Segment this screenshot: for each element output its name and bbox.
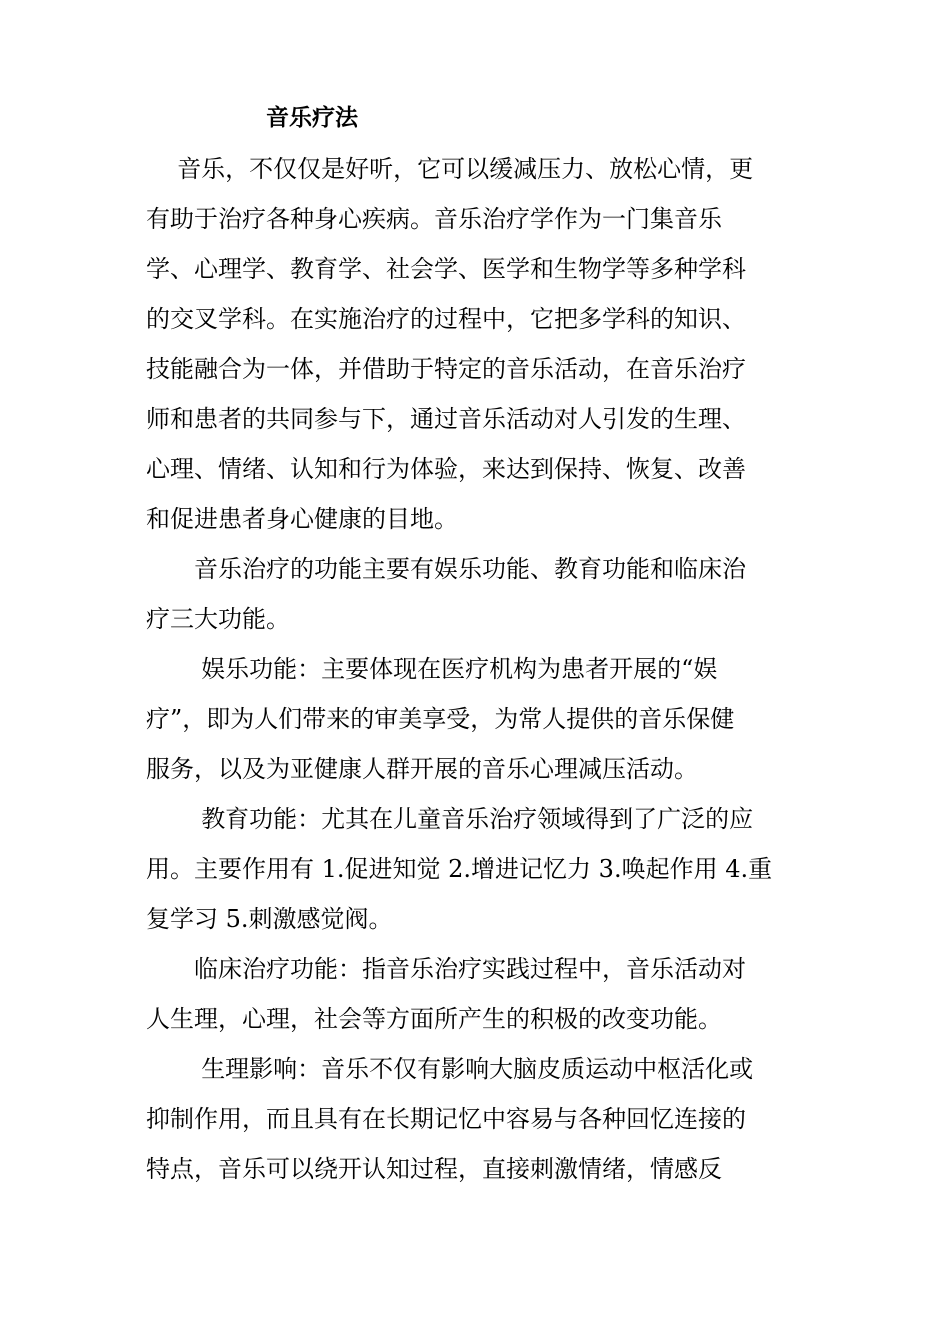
text-line: 疗”，即为人们带来的审美享受，为常人提供的音乐保健 (146, 705, 735, 733)
paragraph (146, 944, 796, 1044)
text-line: 人生理，心理，社会等方面所产生的积极的改变功能。 (146, 1005, 722, 1033)
paragraph (146, 794, 796, 944)
text-line: 音乐，不仅仅是好听，它可以缓减压力、放松心情，更 (177, 155, 754, 183)
text-line: 特点，音乐可以绕开认知过程，直接刺激情绪，情感反 (146, 1155, 722, 1183)
text-line: 疗三大功能。 (146, 605, 290, 633)
document-title: 音乐疗法 (266, 104, 358, 131)
paragraph (146, 644, 796, 794)
paragraph (146, 1044, 796, 1194)
text-line: 抑制作用，而且具有在长期记忆中容易与各种回忆连接的 (146, 1105, 746, 1133)
text-line: 音乐治疗的功能主要有娱乐功能、教育功能和临床治 (194, 555, 746, 583)
text-line: 生理影响：音乐不仅有影响大脑皮质运动中枢活化或 (201, 1055, 754, 1083)
paragraph (146, 144, 796, 544)
text-line: 的交叉学科。在实施治疗的过程中，它把多学科的知识、 (146, 305, 746, 333)
text-line: 教育功能：尤其在儿童音乐治疗领域得到了广泛的应 (201, 805, 754, 833)
document-body (146, 144, 796, 1194)
text-line: 用。主要作用有 1.促进知觉 2.增进记忆力 3.唤起作用 4.重 (146, 855, 773, 883)
text-line: 娱乐功能：主要体现在医疗机构为患者开展的“娱 (201, 655, 718, 683)
text-line: 复学习 5.刺激感觉阀。 (146, 905, 393, 933)
text-line: 服务，以及为亚健康人群开展的音乐心理减压活动。 (146, 755, 698, 783)
text-line: 和促进患者身心健康的目地。 (146, 505, 458, 533)
text-line: 师和患者的共同参与下，通过音乐活动对人引发的生理、 (146, 405, 746, 433)
text-line: 有助于治疗各种身心疾病。音乐治疗学作为一门集音乐 (146, 205, 722, 233)
text-line: 技能融合为一体，并借助于特定的音乐活动，在音乐治疗 (146, 355, 746, 383)
text-line: 学、心理学、教育学、社会学、医学和生物学等多种学科 (146, 255, 746, 283)
paragraph (146, 544, 796, 644)
text-line: 心理、情绪、认知和行为体验，来达到保持、恢复、改善 (146, 455, 746, 483)
text-line: 临床治疗功能：指音乐治疗实践过程中，音乐活动对 (194, 955, 746, 983)
